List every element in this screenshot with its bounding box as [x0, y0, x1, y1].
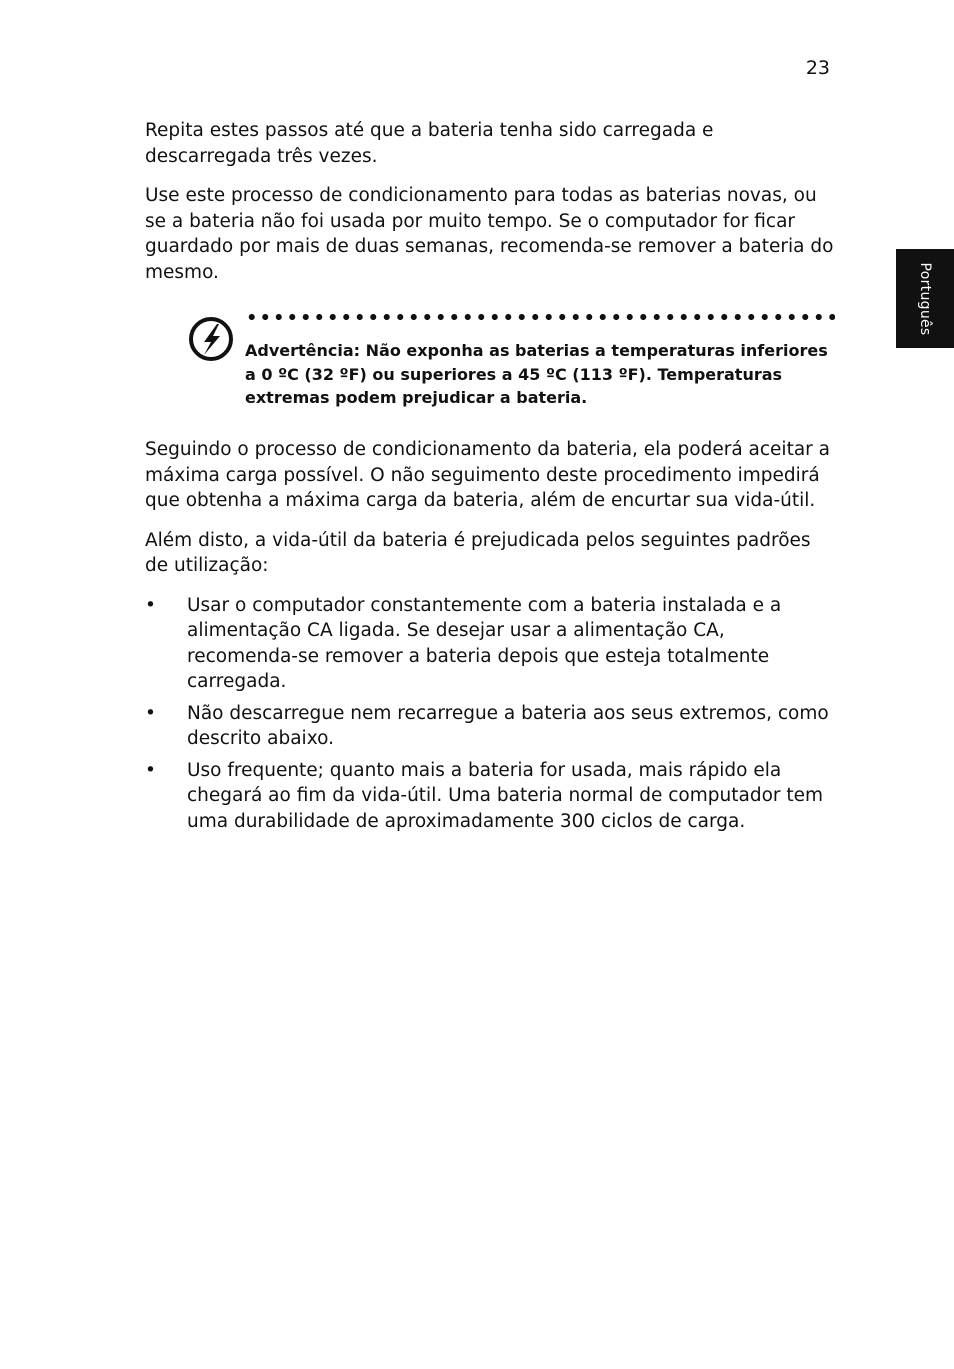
bullet-mark: • [145, 759, 156, 781]
page-number: 23 [805, 57, 830, 79]
bullet-mark: • [145, 702, 156, 724]
paragraph: Além disto, a vida-útil da bateria é prejudicada pelos seguintes padrões de utilização: [145, 529, 811, 576]
warning-note [145, 313, 835, 413]
list-item-text: Não descarregue nem recarregue a bateria aos seus extremos, como descrito abaixo. [187, 702, 829, 749]
language-side-tab-label: Português [917, 262, 933, 335]
paragraph: Seguindo o processo de condicionamento da bateria, ela poderá aceitar a máxima carga possível. O não seguimento deste procedimento impedirá que obtenha a máxima carga da bateria, além de encurtar sua vida-útil. [145, 439, 830, 511]
list-item [145, 593, 835, 695]
paragraph: Repita estes passos até que a bateria tenha sido carregada e descarregada três vezes. [145, 120, 714, 167]
lightning-warning-icon [187, 315, 235, 363]
paragraph: Use este processo de condicionamento para todas as baterias novas, ou se a bateria não foi usada por muito tempo. Se o computador for ficar guardado por mais de duas semanas, recomenda-se remover a bateria do mesmo. [145, 185, 834, 283]
list-item-text: Usar o computador constantemente com a bateria instalada e a alimentação CA ligada. Se desejar usar a alimentação CA, recomenda-se remover a bateria depois que esteja totalmente carregada. [187, 594, 782, 692]
list-item [145, 758, 835, 835]
page-content [145, 118, 835, 840]
list-item [145, 701, 835, 752]
list-item-text: Uso frequente; quanto mais a bateria for usada, mais rápido ela chegará ao fim da vida-útil. Uma bateria normal de computador tem uma durabilidade de aproximadamente 300 ciclos de carga. [187, 759, 824, 832]
dotted-divider [245, 313, 835, 321]
warning-text: Advertência: Não exponha as baterias a temperaturas inferiores a 0 ºC (32 ºF) ou superiores a 45 ºC (113 ºF). Temperaturas extremas podem prejudicar a bateria. [245, 341, 828, 407]
bullet-list [145, 593, 835, 835]
bullet-mark: • [145, 594, 156, 616]
language-side-tab [896, 249, 954, 348]
